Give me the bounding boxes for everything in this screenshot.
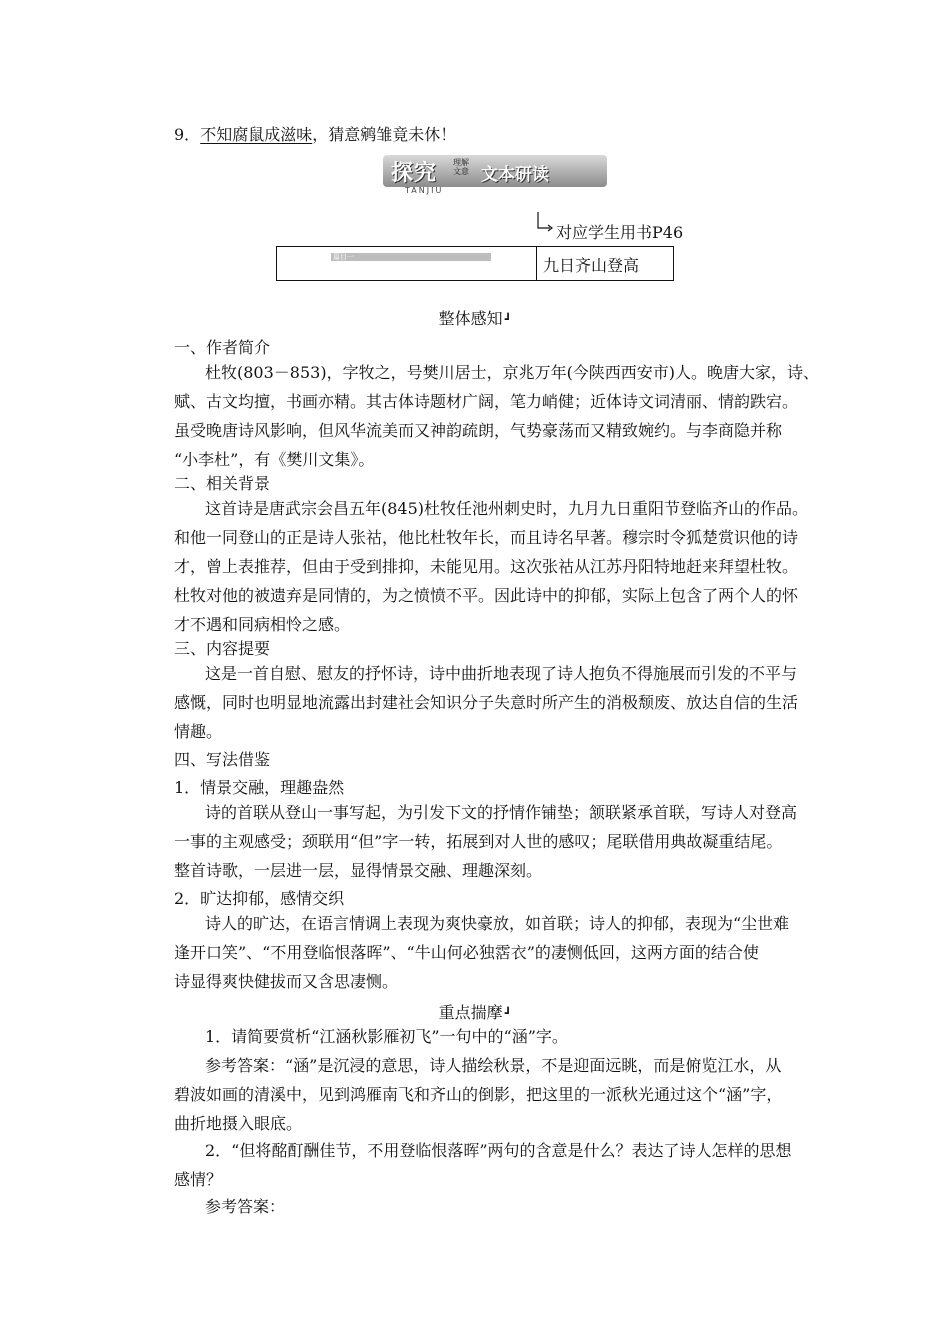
reference-text: 对应学生用书P46 [556,223,684,242]
paragraph-background [174,494,826,639]
paragraph-line: 诗人的旷达，在语言情调上表现为爽快豪放，如首联；诗人的抑郁，表现为“尘世难 [205,914,790,933]
paragraph-line: “小李杜”，有《樊川文集》。 [174,450,375,469]
item-9-underlined: 不知腐鼠成滋味 [200,125,313,144]
section-key-title [0,1000,950,1023]
item-9-rest: ，猜意鹓雏竟未休！ [312,125,457,144]
heading-background: 二、相关背景 [174,474,271,493]
paragraph-line: 逢开口笑”、“不用登临恨落晖”、“牛山何必独霑衣”的凄恻低回，这两方面的结合使 [174,943,759,962]
paragraph-line: 曲折地摄入眼底。 [174,1114,303,1133]
paragraph-line: 和他一同登山的正是诗人张祜，他比杜牧年长，而且诗名早著。穆宗时令狐楚赏识他的诗 [174,528,799,547]
item-9 [174,122,824,145]
answer-2-label: 参考答案： [205,1197,286,1216]
subheading-technique-1: 1．情景交融，理趣盎然 [174,778,345,797]
return-mark-icon: ┛ [504,1007,512,1020]
section-banner [383,155,607,195]
paragraph-author [174,358,826,474]
piece-tag-label: 篇目一 [333,253,354,261]
item-9-number: 9． [174,125,201,144]
paragraph-line: 虽受晚唐诗风影响，但风华流美而又神韵疏朗，气势豪荡而又精致婉约。与李商隐并称 [174,421,783,440]
paragraph-line: 诗的首联从登山一事写起，为引发下文的抒情作铺垫；颔联紧承首联，写诗人对登高 [205,803,798,822]
paragraph-line: 参考答案：“涵”是沉浸的意思，诗人描绘秋景，不是迎面远眺，而是俯览江水，从 [205,1056,782,1075]
paragraph-content [174,659,826,746]
paragraph-line: 这首诗是唐武宗会昌五年(845)杜牧任池州刺史时，九月九日重阳节登临齐山的作品。 [205,499,809,518]
title-table [276,246,674,281]
paragraph-line: 赋、古文均擅，书画亦精。其古体诗题材广阔，笔力峭健；近体诗文词清丽、情韵跌宕。 [174,392,799,411]
return-mark-icon: ┛ [504,313,512,326]
paragraph-line: 情趣。 [174,722,223,741]
heading-author: 一、作者简介 [174,338,271,357]
question-1-text: 1．请简要赏析“江涵秋影雁初飞”一句中的“涵”字。 [205,1027,568,1046]
paragraph-line: 2．“但将酩酊酬佳节，不用登临恨落晖”两句的含意是什么？表达了诗人怎样的思想 [205,1141,792,1160]
question-2 [174,1136,826,1194]
paragraph-line: 杜牧(803－853)，字牧之，号樊川居士，京兆万年(今陕西西安市)人。晚唐大家，诗、 [205,363,820,382]
heading-technique: 四、写法借鉴 [174,750,271,769]
piece-tag [331,253,491,261]
paragraph-line: 诗显得爽快健拔而又含思凄恻。 [174,972,399,991]
paragraph-line: 杜牧对他的被遗弃是同情的，为之愤愤不平。因此诗中的抑郁，实际上包含了两个人的怀 [174,586,799,605]
answer-2 [174,1192,826,1221]
paragraph-line: 这是一首自慰、慰友的抒怀诗，诗中曲折地表现了诗人抱负不得施展而引发的不平与 [205,664,798,683]
section-overall-title-text: 整体感知 [438,309,503,328]
paragraph-line: 感情？ [174,1170,223,1189]
banner-pinyin: TANJIU [405,186,444,195]
banner-left-text: 探究 [391,161,438,186]
paragraph-line: 才不遇和同病相怜之感。 [174,615,351,634]
banner-right-text: 文本研读 [481,165,549,185]
paragraph-line: 一事的主观感受；颈联用“但”字一转，拓展到对人世的感叹；尾联借用典故凝重结尾。 [174,832,783,851]
heading-content: 三、内容提要 [174,639,271,658]
paragraph-technique-2 [174,909,826,996]
paragraph-line: 整首诗歌，一层进一层，显得情景交融、理趣深刻。 [174,861,543,880]
reference-arrow-icon [536,210,556,234]
paragraph-line: 感慨，同时也明显地流露出封建社会知识分子失意时所产生的消极颓废、放达自信的生活 [174,693,799,712]
section-key-title-text: 重点揣摩 [438,1003,503,1022]
paragraph-technique-1 [174,798,826,885]
section-overall-title [0,306,950,329]
title-table-left-cell [277,247,537,280]
question-1 [174,1022,826,1051]
banner-small-text: 理解文意 [453,158,469,176]
paragraph-line: 碧波如画的清溪中，见到鸿雁南飞和齐山的倒影，把这里的一派秋光通过这个“涵”字， [174,1085,783,1104]
subheading-technique-2: 2．旷达抑郁，感情交织 [174,889,345,908]
piece-title: 九日齐山登高 [543,256,640,275]
paragraph-line: 才，曾上表推荐，但由于受到排抑，未能见用。这次张祜从江苏丹阳特地赶来拜望杜牧。 [174,557,799,576]
answer-1 [174,1051,826,1138]
